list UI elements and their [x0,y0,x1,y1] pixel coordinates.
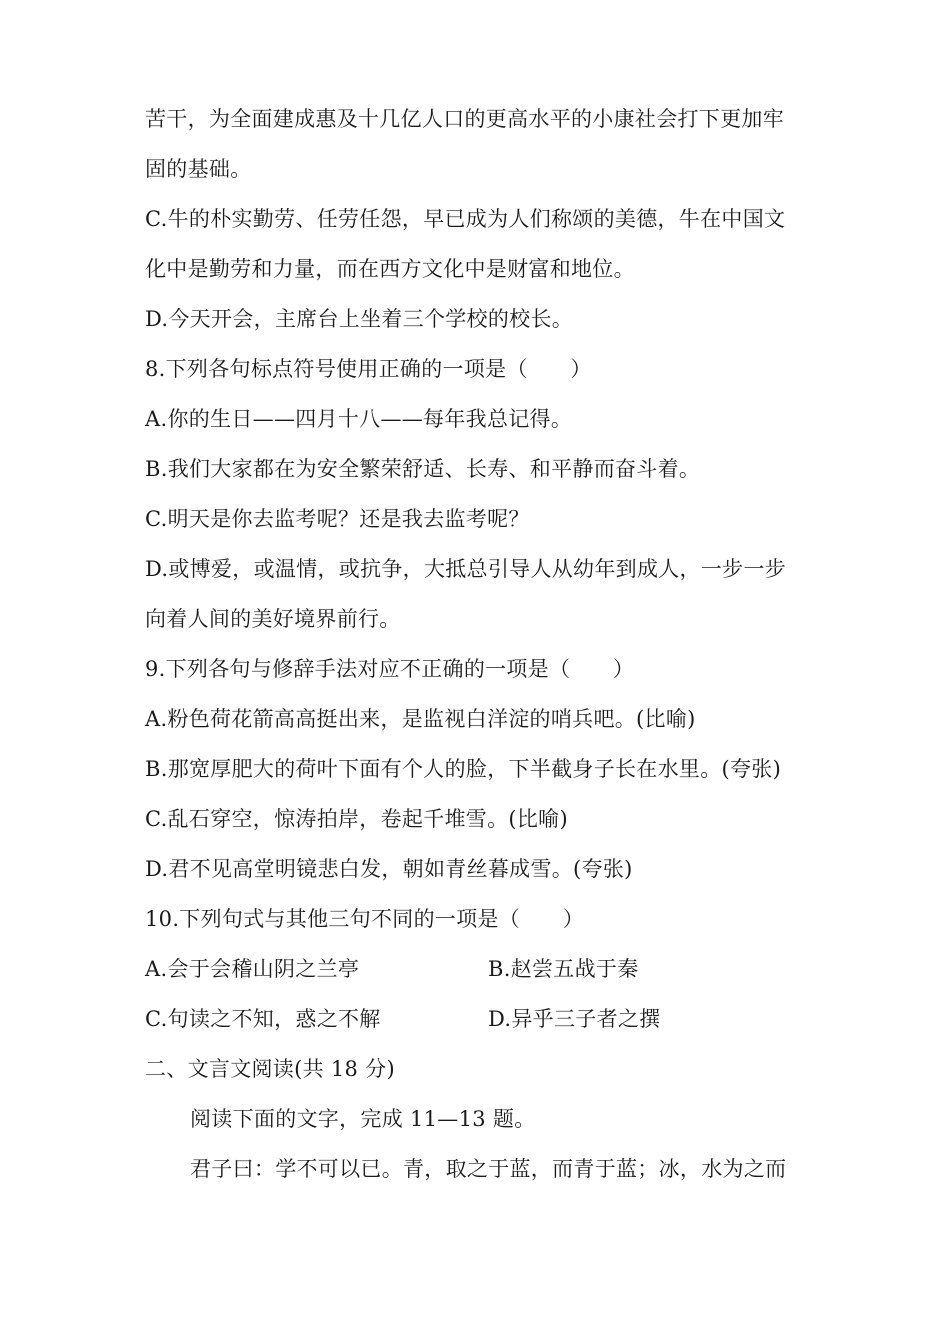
q10-stem: 10.下列句式与其他三句不同的一项是（ ） [145,907,584,931]
section2-heading: 二、文言文阅读(共 18 分) [145,1057,395,1081]
q10-option-a: A.会于会稽山阴之兰亭 [145,957,360,981]
q7-continuation-line2: 固的基础。 [145,157,252,181]
section2-instruction: 阅读下面的文字，完成 11—13 题。 [190,1107,536,1131]
q7-option-d: D.今天开会，主席台上坐着三个学校的校长。 [145,307,574,331]
q8-option-d-line1: D.或博爱，或温情，或抗争，大抵总引导人从幼年到成人，一步一步 [145,557,787,581]
q10-option-c: C.句读之不知，惑之不解 [145,1007,381,1031]
q10-option-b: B.赵尝五战于秦 [488,957,639,981]
q9-option-c: C.乱石穿空，惊涛拍岸，卷起千堆雪。(比喻) [145,807,568,831]
q8-option-a: A.你的生日——四月十八——每年我总记得。 [145,407,573,431]
q8-option-d-line2: 向着人间的美好境界前行。 [145,607,401,631]
q10-option-d: D.异乎三子者之撰 [488,1007,661,1031]
q9-option-d: D.君不见高堂明镜悲白发，朝如青丝暮成雪。(夸张) [145,857,633,881]
q8-option-c: C.明天是你去监考呢？还是我去监考呢？ [145,507,530,531]
q7-option-c-line1: C.牛的朴实勤劳、任劳任怨，早已成为人们称颂的美德，牛在中国文 [145,207,786,231]
q9-stem: 9.下列各句与修辞手法对应不正确的一项是（ ） [145,657,635,681]
q8-stem: 8.下列各句标点符号使用正确的一项是（ ） [145,357,592,381]
q9-option-b: B.那宽厚肥大的荷叶下面有个人的脸，下半截身子长在水里。(夸张) [145,757,782,781]
q9-option-a: A.粉色荷花箭高高挺出来，是监视白洋淀的哨兵吧。(比喻) [145,707,696,731]
q7-option-c-line2: 化中是勤劳和力量，而在西方文化中是财富和地位。 [145,257,635,281]
passage-line1: 君子曰：学不可以已。青，取之于蓝，而青于蓝；冰，水为之而 [190,1157,787,1181]
q7-continuation-line1: 苦干，为全面建成惠及十几亿人口的更高水平的小康社会打下更加牢 [145,107,784,131]
q8-option-b: B.我们大家都在为安全繁荣舒适、长寿、和平静而奋斗着。 [145,457,701,481]
